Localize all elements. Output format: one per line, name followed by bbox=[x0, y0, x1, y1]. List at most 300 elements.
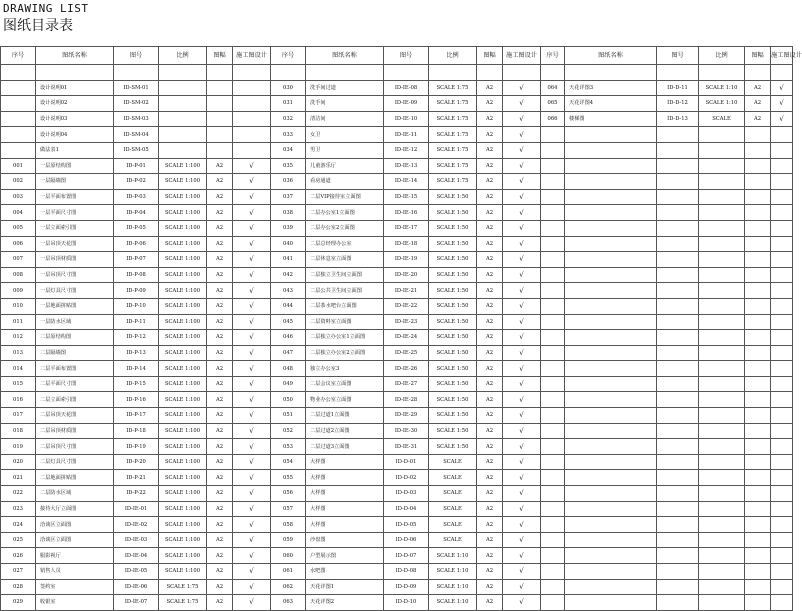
cell-num bbox=[541, 158, 565, 174]
cell-name: 二层休息室立面图 bbox=[306, 252, 384, 268]
header-cell-name: 图纸名称 bbox=[565, 47, 657, 65]
cell-name: 二层总经理办公室 bbox=[306, 236, 384, 252]
cell-name: 女卫 bbox=[306, 127, 384, 143]
cell-size bbox=[745, 579, 771, 595]
cell-check: √ bbox=[503, 283, 541, 299]
cell-num: 037 bbox=[271, 189, 306, 205]
cell-num: 025 bbox=[1, 532, 36, 548]
cell-check: √ bbox=[233, 252, 271, 268]
cell-code: ID-IE-09 bbox=[384, 96, 429, 112]
cell-name: 二层吊顶材质图 bbox=[36, 423, 114, 439]
cell-num bbox=[271, 65, 306, 81]
cell-num: 030 bbox=[271, 80, 306, 96]
cell-size bbox=[745, 345, 771, 361]
cell-num: 013 bbox=[1, 345, 36, 361]
cell-check: √ bbox=[503, 174, 541, 190]
cell-name bbox=[565, 439, 657, 455]
cell-name: 设计说明01 bbox=[36, 80, 114, 96]
cell-check: √ bbox=[503, 548, 541, 564]
cell-name: 二层过道2立面图 bbox=[306, 423, 384, 439]
cell-name bbox=[565, 361, 657, 377]
cell-name: 天花详图1 bbox=[306, 579, 384, 595]
table-row bbox=[1, 111, 793, 127]
cell-check: √ bbox=[503, 470, 541, 486]
cell-code: ID-SM-03 bbox=[114, 111, 159, 127]
cell-code bbox=[657, 205, 699, 221]
cell-scale: SCALE 1:50 bbox=[429, 205, 477, 221]
cell-size bbox=[745, 501, 771, 517]
cell-size: A2 bbox=[207, 361, 233, 377]
cell-code bbox=[657, 579, 699, 595]
cell-code: ID-IE-10 bbox=[384, 111, 429, 127]
cell-size: A2 bbox=[477, 564, 503, 580]
cell-scale: SCALE 1:75 bbox=[429, 142, 477, 158]
cell-check: √ bbox=[233, 517, 271, 533]
cell-scale: SCALE 1:75 bbox=[159, 579, 207, 595]
cell-name bbox=[565, 548, 657, 564]
cell-scale bbox=[699, 408, 745, 424]
cell-check bbox=[771, 595, 793, 611]
cell-num bbox=[541, 532, 565, 548]
cell-scale: SCALE 1:10 bbox=[699, 96, 745, 112]
cell-size bbox=[745, 127, 771, 143]
cell-scale: SCALE 1:100 bbox=[159, 189, 207, 205]
cell-size bbox=[207, 65, 233, 81]
header-row bbox=[1, 47, 793, 65]
cell-size: A2 bbox=[477, 330, 503, 346]
cell-name: 一层防水区域 bbox=[36, 314, 114, 330]
cell-code bbox=[384, 65, 429, 81]
cell-num: 066 bbox=[541, 111, 565, 127]
cell-code bbox=[657, 158, 699, 174]
cell-code: ID-IE-15 bbox=[384, 189, 429, 205]
cell-code: ID-IE-01 bbox=[114, 501, 159, 517]
cell-code bbox=[657, 65, 699, 81]
cell-name bbox=[565, 454, 657, 470]
cell-code bbox=[657, 267, 699, 283]
cell-size: A2 bbox=[745, 80, 771, 96]
cell-code: ID-D-09 bbox=[384, 579, 429, 595]
cell-num: 049 bbox=[271, 376, 306, 392]
cell-size bbox=[745, 486, 771, 502]
cell-name: 二层隔墙图 bbox=[36, 345, 114, 361]
cell-name: 二层原结构图 bbox=[36, 330, 114, 346]
cell-name: 天花详图3 bbox=[565, 80, 657, 96]
cell-size bbox=[745, 439, 771, 455]
cell-name: 楼梯图 bbox=[565, 111, 657, 127]
cell-num: 032 bbox=[271, 111, 306, 127]
cell-check bbox=[771, 330, 793, 346]
cell-scale: SCALE 1:100 bbox=[159, 158, 207, 174]
cell-name: 二层灯具尺寸图 bbox=[36, 454, 114, 470]
cell-code: ID-SM-04 bbox=[114, 127, 159, 143]
cell-name: 二层资料室立面图 bbox=[306, 314, 384, 330]
cell-check: √ bbox=[233, 298, 271, 314]
cell-num: 039 bbox=[271, 220, 306, 236]
cell-code: ID-IE-12 bbox=[384, 142, 429, 158]
cell-num bbox=[541, 595, 565, 611]
cell-check: √ bbox=[503, 423, 541, 439]
cell-code: ID-IE-07 bbox=[114, 595, 159, 611]
cell-name: 二层VIP接待室立面图 bbox=[306, 189, 384, 205]
cell-check: √ bbox=[503, 408, 541, 424]
cell-name: 清洁间 bbox=[306, 111, 384, 127]
cell-code bbox=[657, 127, 699, 143]
cell-size: A2 bbox=[477, 408, 503, 424]
cell-code: ID-IE-08 bbox=[384, 80, 429, 96]
cell-check: √ bbox=[503, 361, 541, 377]
cell-code: ID-P-12 bbox=[114, 330, 159, 346]
cell-name bbox=[565, 564, 657, 580]
cell-scale bbox=[699, 454, 745, 470]
cell-num: 036 bbox=[271, 174, 306, 190]
table-row bbox=[1, 220, 793, 236]
cell-scale: SCALE 1:10 bbox=[429, 548, 477, 564]
cell-scale: SCALE 1:100 bbox=[159, 345, 207, 361]
cell-scale bbox=[699, 517, 745, 533]
cell-size bbox=[207, 96, 233, 112]
cell-num: 046 bbox=[271, 330, 306, 346]
cell-name: 二层办公室1立面图 bbox=[306, 205, 384, 221]
cell-code: ID-IE-21 bbox=[384, 283, 429, 299]
cell-code bbox=[657, 236, 699, 252]
cell-code bbox=[657, 423, 699, 439]
cell-size: A2 bbox=[477, 595, 503, 611]
cell-size: A2 bbox=[477, 501, 503, 517]
cell-code bbox=[657, 408, 699, 424]
cell-code: ID-P-16 bbox=[114, 392, 159, 408]
cell-name: 二层平面布置图 bbox=[36, 361, 114, 377]
cell-scale: SCALE 1:75 bbox=[429, 158, 477, 174]
cell-check bbox=[771, 283, 793, 299]
cell-size: A2 bbox=[477, 470, 503, 486]
cell-check: √ bbox=[503, 517, 541, 533]
table-row bbox=[1, 142, 793, 158]
cell-check bbox=[771, 142, 793, 158]
cell-code: ID-P-17 bbox=[114, 408, 159, 424]
cell-code: ID-P-04 bbox=[114, 205, 159, 221]
cell-size: A2 bbox=[745, 111, 771, 127]
cell-code: ID-P-09 bbox=[114, 283, 159, 299]
cell-name bbox=[565, 376, 657, 392]
cell-check: √ bbox=[503, 298, 541, 314]
cell-name: 一层立面索引图 bbox=[36, 220, 114, 236]
cell-num bbox=[541, 330, 565, 346]
cell-name: 洽谈区立面图 bbox=[36, 532, 114, 548]
cell-num: 001 bbox=[1, 158, 36, 174]
cell-size: A2 bbox=[207, 564, 233, 580]
cell-scale: SCALE 1:100 bbox=[159, 283, 207, 299]
cell-num: 064 bbox=[541, 80, 565, 96]
table-row bbox=[1, 579, 793, 595]
cell-scale: SCALE 1:50 bbox=[429, 189, 477, 205]
cell-check: √ bbox=[503, 80, 541, 96]
cell-code bbox=[657, 283, 699, 299]
cell-code bbox=[657, 142, 699, 158]
table-row bbox=[1, 501, 793, 517]
cell-scale: SCALE 1:10 bbox=[429, 564, 477, 580]
cell-code bbox=[657, 361, 699, 377]
cell-code: ID-D-02 bbox=[384, 470, 429, 486]
cell-num: 029 bbox=[1, 595, 36, 611]
cell-code: ID-IE-05 bbox=[114, 564, 159, 580]
table-row bbox=[1, 532, 793, 548]
cell-name: 水吧图 bbox=[306, 564, 384, 580]
cell-size bbox=[745, 548, 771, 564]
cell-scale: SCALE 1:100 bbox=[159, 470, 207, 486]
cell-check: √ bbox=[233, 361, 271, 377]
cell-name bbox=[36, 65, 114, 81]
cell-check bbox=[771, 548, 793, 564]
cell-code: ID-IE-29 bbox=[384, 408, 429, 424]
cell-num bbox=[1, 142, 36, 158]
cell-num: 005 bbox=[1, 220, 36, 236]
table-row bbox=[1, 314, 793, 330]
cell-name: 一层吊顶材质图 bbox=[36, 252, 114, 268]
cell-scale: SCALE 1:50 bbox=[429, 252, 477, 268]
drawing-list-body bbox=[1, 47, 802, 611]
cell-name bbox=[565, 236, 657, 252]
cell-size: A2 bbox=[477, 454, 503, 470]
cell-size: A2 bbox=[477, 142, 503, 158]
cell-size: A2 bbox=[477, 96, 503, 112]
cell-code: ID-IE-17 bbox=[384, 220, 429, 236]
cell-size bbox=[745, 595, 771, 611]
cell-name bbox=[565, 127, 657, 143]
cell-scale: SCALE 1:75 bbox=[429, 174, 477, 190]
cell-num: 020 bbox=[1, 454, 36, 470]
cell-scale: SCALE 1:100 bbox=[159, 564, 207, 580]
cell-size: A2 bbox=[477, 236, 503, 252]
cell-name bbox=[565, 595, 657, 611]
cell-check: √ bbox=[503, 236, 541, 252]
cell-num: 045 bbox=[271, 314, 306, 330]
cell-num: 042 bbox=[271, 267, 306, 283]
table-row bbox=[1, 361, 793, 377]
cell-name bbox=[565, 423, 657, 439]
cell-num: 052 bbox=[271, 423, 306, 439]
cell-name: 二层立面索引图 bbox=[36, 392, 114, 408]
cell-name: 二层公共卫生间立面图 bbox=[306, 283, 384, 299]
cell-size: A2 bbox=[207, 158, 233, 174]
cell-code: ID-P-18 bbox=[114, 423, 159, 439]
cell-check bbox=[771, 454, 793, 470]
cell-check bbox=[233, 65, 271, 81]
cell-check: √ bbox=[503, 314, 541, 330]
cell-check bbox=[771, 376, 793, 392]
cell-size: A2 bbox=[477, 314, 503, 330]
cell-check: √ bbox=[233, 345, 271, 361]
cell-size: A2 bbox=[207, 454, 233, 470]
cell-size: A2 bbox=[745, 96, 771, 112]
cell-name: 二层独立办公室2立面图 bbox=[306, 345, 384, 361]
cell-scale bbox=[699, 564, 745, 580]
cell-num: 024 bbox=[1, 517, 36, 533]
cell-num: 026 bbox=[1, 548, 36, 564]
cell-size: A2 bbox=[207, 439, 233, 455]
cell-check: √ bbox=[233, 548, 271, 564]
cell-scale bbox=[159, 96, 207, 112]
cell-num: 058 bbox=[271, 517, 306, 533]
cell-num bbox=[541, 174, 565, 190]
cell-num: 051 bbox=[271, 408, 306, 424]
cell-code: ID-IE-16 bbox=[384, 205, 429, 221]
cell-code: ID-IE-25 bbox=[384, 345, 429, 361]
cell-num: 010 bbox=[1, 298, 36, 314]
cell-num: 002 bbox=[1, 174, 36, 190]
cell-scale: SCALE 1:100 bbox=[159, 314, 207, 330]
cell-size: A2 bbox=[207, 174, 233, 190]
cell-name: 大样图 bbox=[306, 501, 384, 517]
cell-name: 天花详图4 bbox=[565, 96, 657, 112]
cell-size: A2 bbox=[207, 501, 233, 517]
cell-size: A2 bbox=[477, 220, 503, 236]
cell-scale bbox=[159, 80, 207, 96]
cell-scale bbox=[699, 220, 745, 236]
cell-code: ID-IE-31 bbox=[384, 439, 429, 455]
cell-num: 021 bbox=[1, 470, 36, 486]
cell-num bbox=[541, 439, 565, 455]
cell-check: √ bbox=[233, 158, 271, 174]
cell-num: 050 bbox=[271, 392, 306, 408]
cell-code: ID-P-02 bbox=[114, 174, 159, 190]
cell-check: √ bbox=[503, 220, 541, 236]
cell-num: 006 bbox=[1, 236, 36, 252]
cell-scale: SCALE 1:50 bbox=[429, 408, 477, 424]
cell-size bbox=[745, 532, 771, 548]
cell-size: A2 bbox=[477, 345, 503, 361]
cell-size: A2 bbox=[477, 189, 503, 205]
cell-check: √ bbox=[233, 470, 271, 486]
cell-check: √ bbox=[503, 127, 541, 143]
cell-code bbox=[657, 376, 699, 392]
cell-num: 023 bbox=[1, 501, 36, 517]
cell-size: A2 bbox=[207, 330, 233, 346]
cell-num bbox=[541, 205, 565, 221]
cell-code bbox=[657, 501, 699, 517]
header-cell-name: 图纸名称 bbox=[306, 47, 384, 65]
cell-scale bbox=[699, 470, 745, 486]
cell-scale: SCALE 1:75 bbox=[159, 595, 207, 611]
cell-num: 038 bbox=[271, 205, 306, 221]
cell-size: A2 bbox=[207, 189, 233, 205]
cell-code: ID-P-08 bbox=[114, 267, 159, 283]
cell-check: √ bbox=[233, 314, 271, 330]
cell-num bbox=[541, 142, 565, 158]
cell-scale: SCALE 1:75 bbox=[429, 127, 477, 143]
cell-code: ID-P-15 bbox=[114, 376, 159, 392]
cell-code: ID-D-10 bbox=[384, 595, 429, 611]
cell-code: ID-P-21 bbox=[114, 470, 159, 486]
cell-num: 065 bbox=[541, 96, 565, 112]
cell-size: A2 bbox=[477, 80, 503, 96]
cell-size bbox=[745, 65, 771, 81]
cell-name bbox=[565, 345, 657, 361]
cell-code: ID-P-10 bbox=[114, 298, 159, 314]
cell-size: A2 bbox=[477, 205, 503, 221]
cell-scale bbox=[699, 579, 745, 595]
cell-scale: SCALE 1:100 bbox=[159, 548, 207, 564]
cell-num: 043 bbox=[271, 283, 306, 299]
cell-check bbox=[771, 236, 793, 252]
header-cell-check: 施工图设计 bbox=[771, 47, 793, 65]
cell-check: √ bbox=[233, 220, 271, 236]
cell-name bbox=[565, 65, 657, 81]
cell-check bbox=[771, 486, 793, 502]
cell-size: A2 bbox=[207, 252, 233, 268]
cell-name: 一层平面尺寸图 bbox=[36, 205, 114, 221]
cell-size bbox=[745, 283, 771, 299]
table-row bbox=[1, 548, 793, 564]
cell-name: 沙盘图 bbox=[306, 532, 384, 548]
cell-scale: SCALE 1:100 bbox=[159, 501, 207, 517]
cell-size: A2 bbox=[207, 220, 233, 236]
cell-check: √ bbox=[503, 439, 541, 455]
cell-size bbox=[745, 174, 771, 190]
table-row bbox=[1, 439, 793, 455]
table-row bbox=[1, 65, 793, 81]
cell-name: 接待大厅立面图 bbox=[36, 501, 114, 517]
cell-num bbox=[541, 579, 565, 595]
cell-num: 040 bbox=[271, 236, 306, 252]
cell-check bbox=[771, 267, 793, 283]
cell-check: √ bbox=[503, 330, 541, 346]
cell-code: ID-P-20 bbox=[114, 454, 159, 470]
cell-scale: SCALE bbox=[429, 517, 477, 533]
cell-size bbox=[745, 564, 771, 580]
cell-check bbox=[771, 361, 793, 377]
cell-code: ID-IE-19 bbox=[384, 252, 429, 268]
cell-name bbox=[565, 517, 657, 533]
cell-name: 设计说明03 bbox=[36, 111, 114, 127]
cell-code: ID-D-06 bbox=[384, 532, 429, 548]
cell-check: √ bbox=[233, 283, 271, 299]
cell-code: ID-SM-05 bbox=[114, 142, 159, 158]
cell-name bbox=[565, 470, 657, 486]
cell-num bbox=[1, 111, 36, 127]
header-cell-size: 图幅 bbox=[745, 47, 771, 65]
cell-code bbox=[657, 330, 699, 346]
cell-scale: SCALE 1:50 bbox=[429, 376, 477, 392]
cell-size: A2 bbox=[207, 376, 233, 392]
cell-num bbox=[541, 127, 565, 143]
cell-scale: SCALE 1:50 bbox=[429, 220, 477, 236]
cell-scale bbox=[699, 548, 745, 564]
cell-scale: SCALE 1:100 bbox=[159, 330, 207, 346]
cell-size bbox=[207, 111, 233, 127]
cell-num bbox=[541, 392, 565, 408]
cell-num: 015 bbox=[1, 376, 36, 392]
cell-num bbox=[541, 423, 565, 439]
cell-name: 洗手间过道 bbox=[306, 80, 384, 96]
cell-name bbox=[565, 220, 657, 236]
cell-num: 034 bbox=[271, 142, 306, 158]
cell-check bbox=[233, 96, 271, 112]
table-row bbox=[1, 252, 793, 268]
cell-scale: SCALE 1:100 bbox=[159, 267, 207, 283]
cell-code: ID-D-13 bbox=[657, 111, 699, 127]
table-row bbox=[1, 470, 793, 486]
cell-name: 做法表1 bbox=[36, 142, 114, 158]
cell-check: √ bbox=[233, 595, 271, 611]
cell-name: 男卫 bbox=[306, 142, 384, 158]
cell-num bbox=[541, 564, 565, 580]
cell-scale: SCALE 1:100 bbox=[159, 174, 207, 190]
cell-check: √ bbox=[503, 96, 541, 112]
cell-check bbox=[233, 111, 271, 127]
cell-scale: SCALE 1:100 bbox=[159, 408, 207, 424]
cell-check bbox=[771, 314, 793, 330]
